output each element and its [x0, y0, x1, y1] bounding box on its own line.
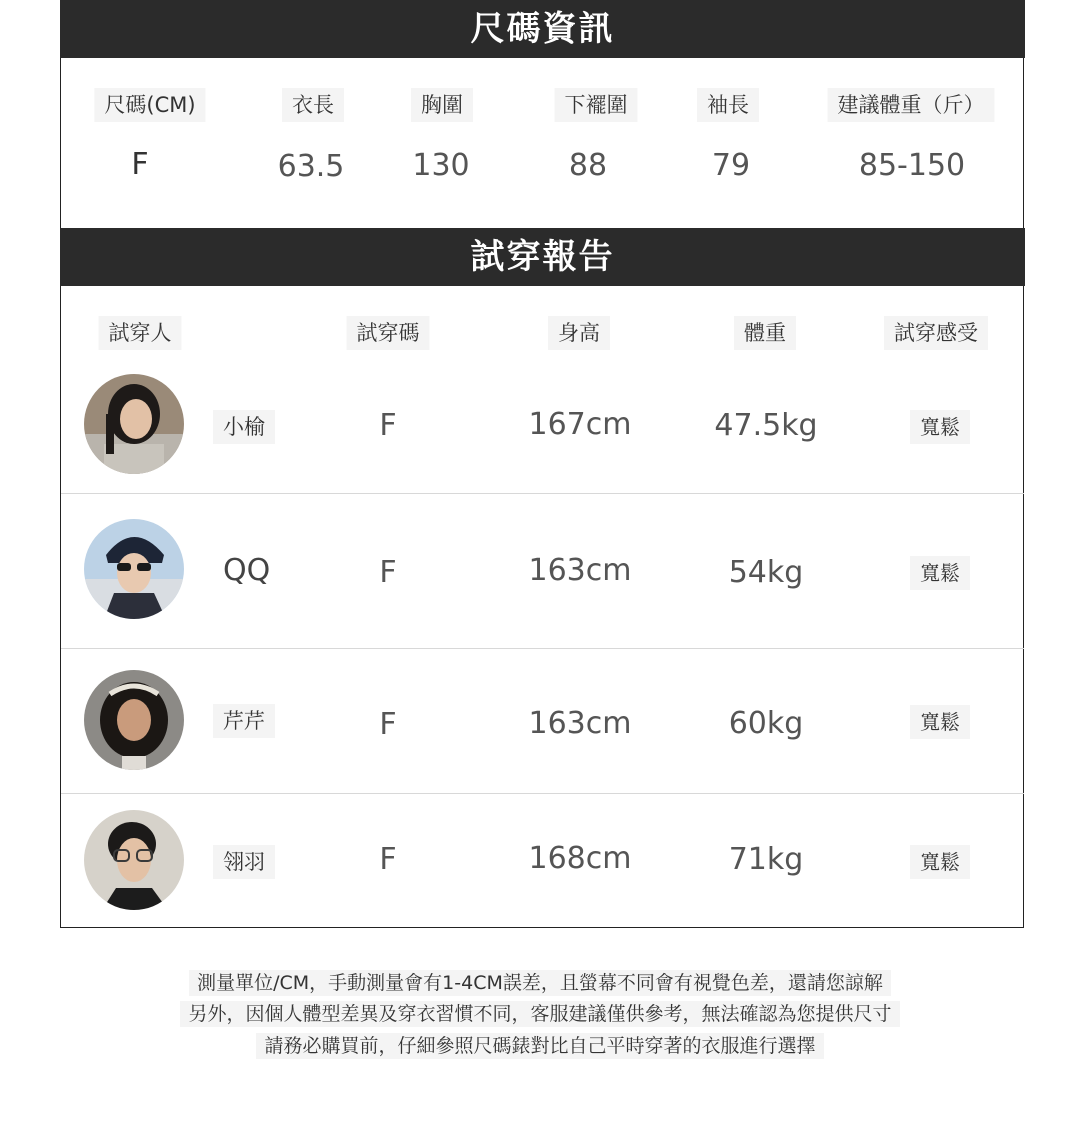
- header-height: 身高: [548, 316, 610, 350]
- note-text: 請務必購買前，仔細參照尺碼錶對比自己平時穿著的衣服進行選擇: [256, 1033, 823, 1059]
- row-divider: [61, 793, 1024, 794]
- try-size: F: [379, 842, 397, 877]
- avatar: [84, 374, 184, 474]
- tester-weight: 47.5kg: [714, 408, 818, 443]
- header-feel: 試穿感受: [884, 316, 988, 350]
- header-size: 尺碼(CM): [94, 88, 205, 122]
- tester-height: 167cm: [528, 407, 632, 442]
- tester-height: 168cm: [528, 841, 632, 876]
- tester-weight: 54kg: [728, 555, 804, 590]
- tester-name: 小榆: [213, 410, 275, 444]
- note-text: 測量單位/CM，手動測量會有1-4CM誤差，且螢幕不同會有視覺色差，還請您諒解: [189, 970, 891, 996]
- chest-value: 130: [412, 148, 470, 183]
- size-value: F: [131, 147, 149, 182]
- tester-height: 163cm: [528, 706, 632, 741]
- avatar: [84, 810, 184, 910]
- note-line: [0, 1031, 1080, 1061]
- header-length: 衣長: [282, 88, 344, 122]
- header-weight-suggest: 建議體重（斤）: [828, 88, 995, 122]
- tester-name: 翎羽: [213, 845, 275, 879]
- avatar: [84, 670, 184, 770]
- try-feel: 寬鬆: [910, 705, 970, 739]
- size-chart-frame: [60, 0, 1024, 928]
- sleeve-value: 79: [711, 148, 751, 183]
- header-try-size: 試穿碼: [347, 316, 430, 350]
- try-size: F: [379, 555, 397, 590]
- length-value: 63.5: [277, 149, 345, 184]
- try-feel: 寬鬆: [910, 845, 970, 879]
- tester-weight: 71kg: [728, 842, 804, 877]
- header-weight: 體重: [734, 316, 796, 350]
- header-hem: 下襬圍: [555, 88, 638, 122]
- try-size: F: [379, 707, 397, 742]
- row-divider: [61, 493, 1024, 494]
- tester-weight: 60kg: [728, 706, 804, 741]
- try-feel: 寬鬆: [910, 410, 970, 444]
- avatar: [84, 519, 184, 619]
- try-feel: 寬鬆: [910, 556, 970, 590]
- note-line: [0, 999, 1080, 1029]
- note-line: [0, 968, 1080, 998]
- hem-value: 88: [568, 148, 608, 183]
- tester-name: QQ: [223, 553, 271, 588]
- row-divider: [61, 648, 1024, 649]
- tester-height: 163cm: [528, 553, 632, 588]
- weight-suggest-value: 85-150: [858, 148, 966, 183]
- try-on-report-title: 試穿報告: [60, 228, 1025, 286]
- tester-name: 芹芹: [213, 704, 275, 738]
- header-chest: 胸圍: [411, 88, 473, 122]
- header-sleeve: 袖長: [697, 88, 759, 122]
- header-tester: 試穿人: [99, 316, 182, 350]
- size-info-title: 尺碼資訊: [60, 0, 1025, 58]
- note-text: 另外，因個人體型差異及穿衣習慣不同，客服建議僅供參考，無法確認為您提供尺寸: [180, 1001, 899, 1027]
- try-size: F: [379, 408, 397, 443]
